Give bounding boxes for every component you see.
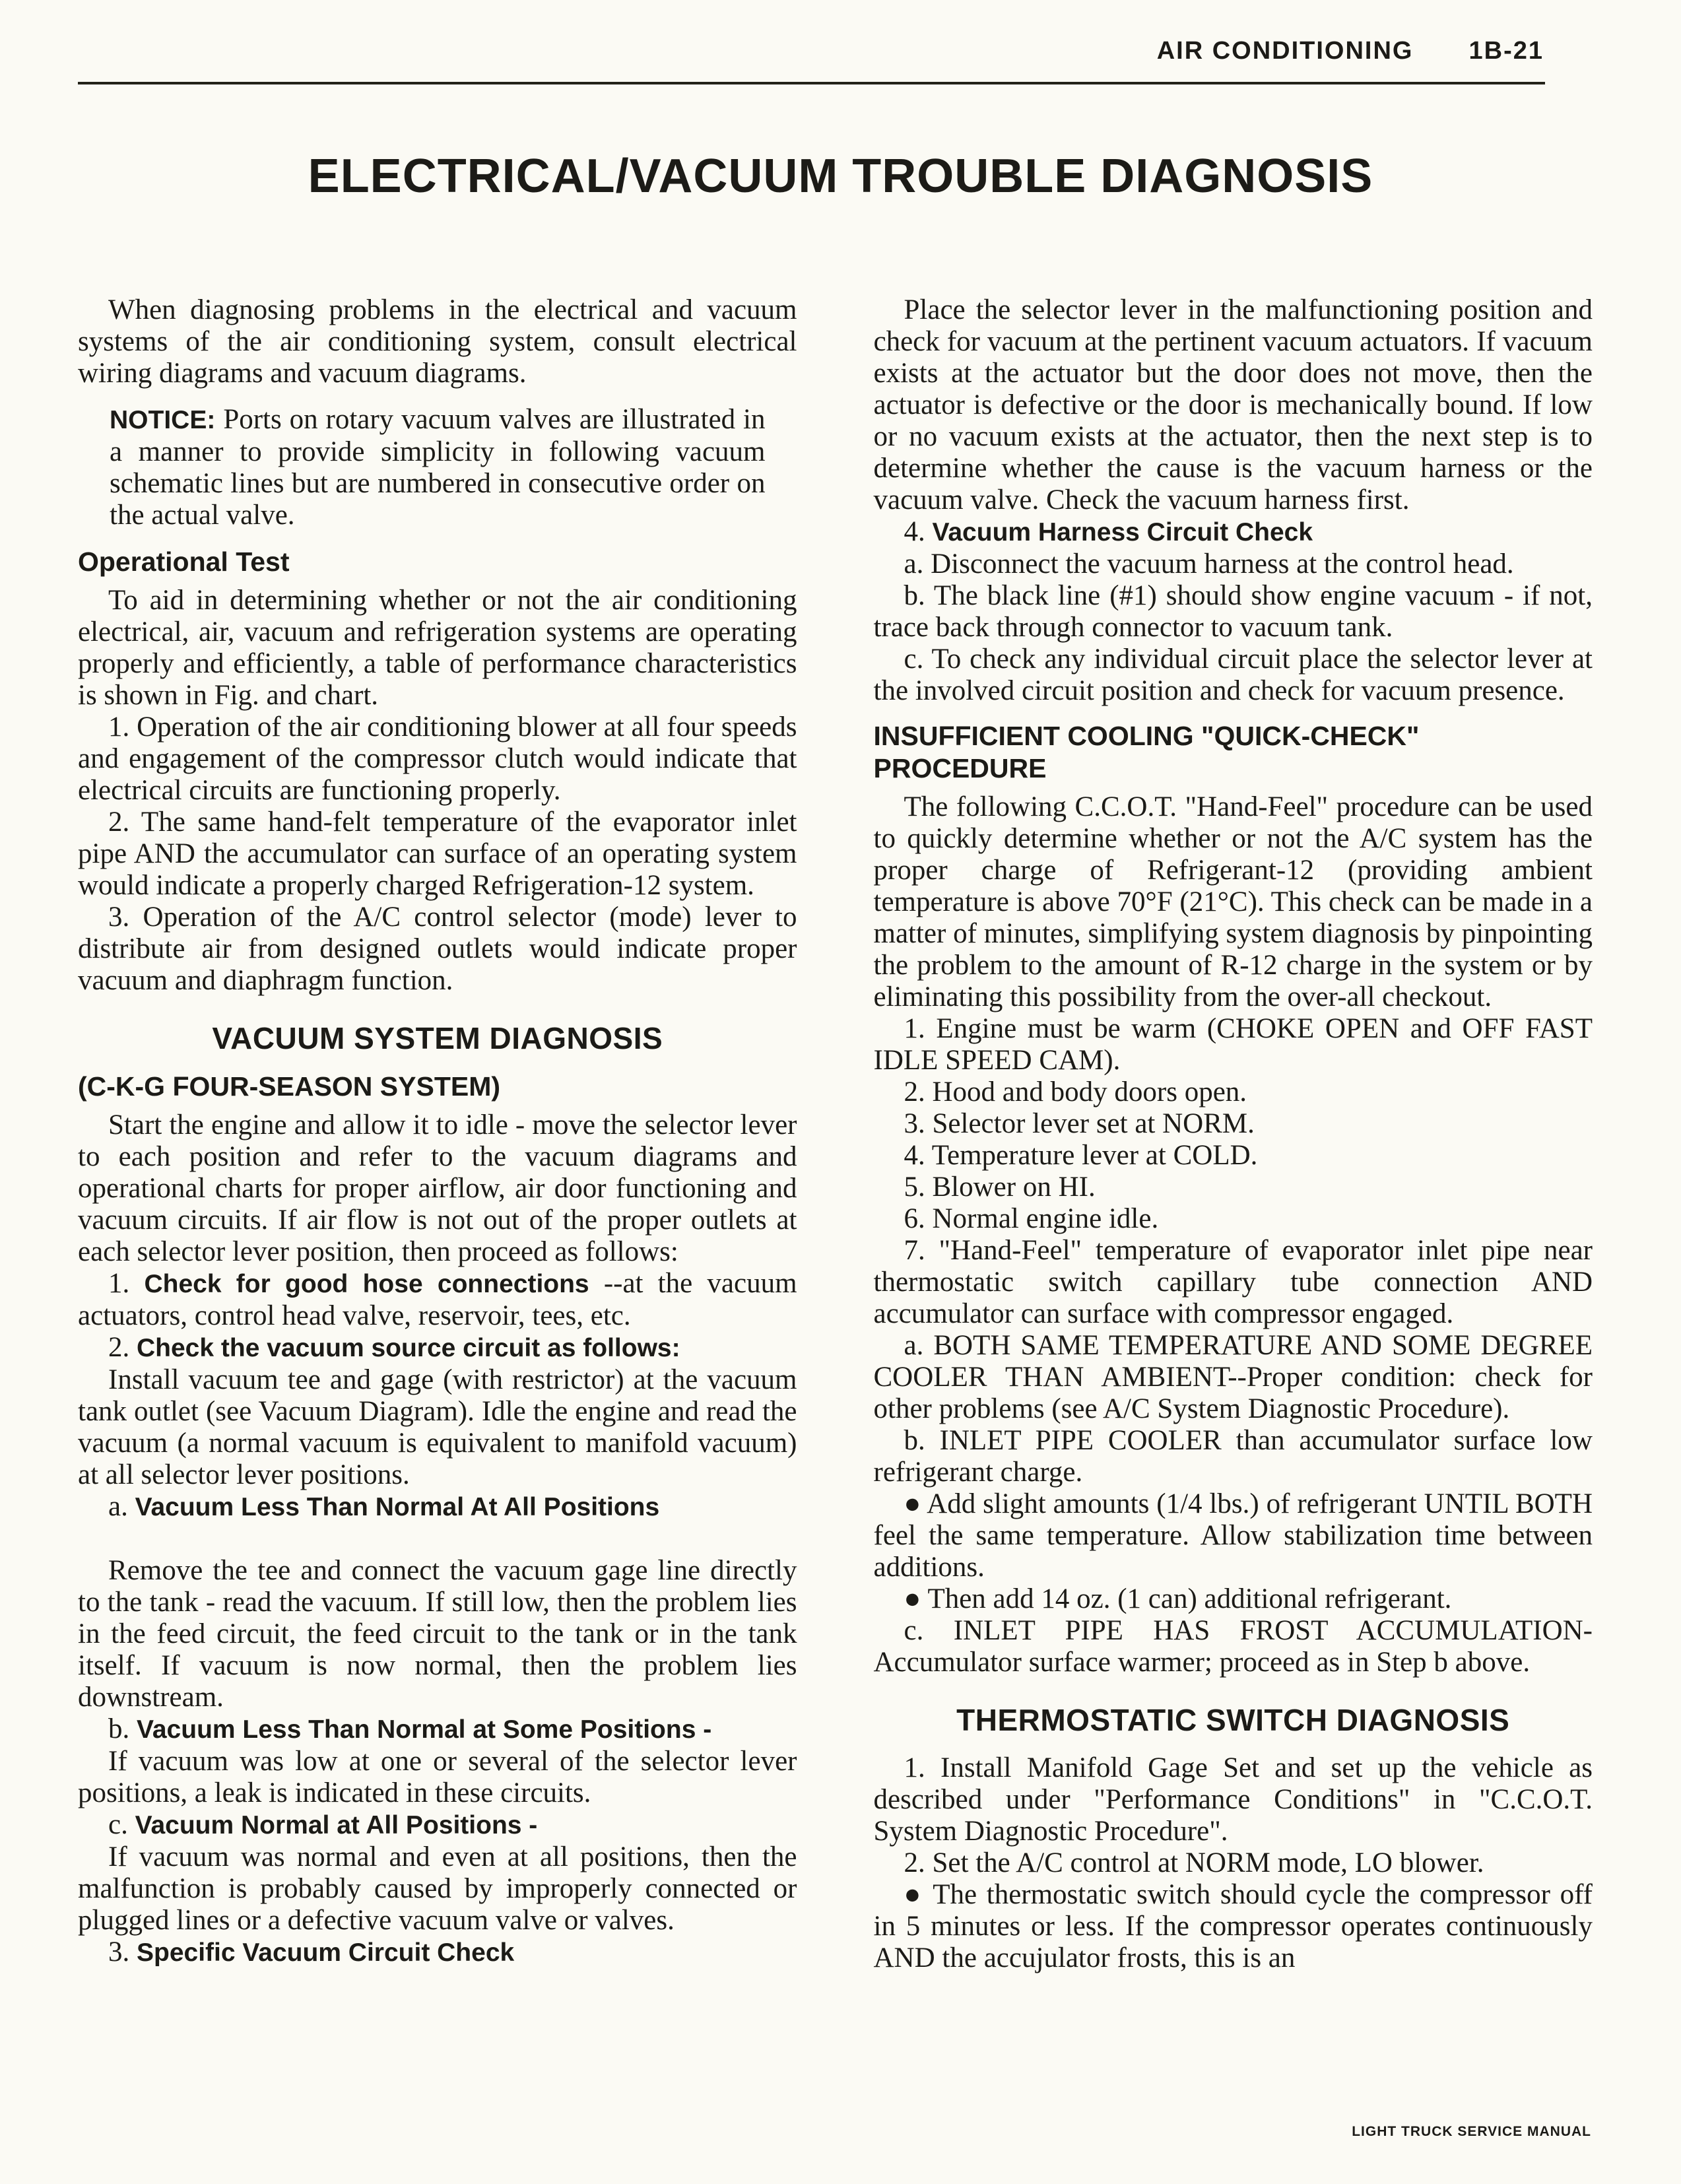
- paragraph: ● Then add 14 oz. (1 can) additional refrigerant.: [904, 1583, 1452, 1615]
- left-column: [78, 294, 797, 1974]
- paragraph: a. Disconnect the vacuum harness at the control head.: [904, 548, 1514, 579]
- paragraph: Start the engine and allow it to idle - move the selector lever to each position and refer to the vacuum diagrams and operational charts for proper airflow, air door functioning and vacuum circuits. If air flow is not out of the proper outlets at each selector lever position, then proceed as follows:: [78, 1109, 797, 1268]
- notice-paragraph: NOTICE: Ports on rotary vacuum valves are illustrated in a manner to provide simplicity in following vacuum schematic lines but are numbered in consecutive order on the actual valve.: [110, 404, 766, 531]
- paragraph: 2. Check the vacuum source circuit as follows:: [108, 1332, 680, 1364]
- paragraph: Install vacuum tee and gage (with restrictor) at the vacuum tank outlet (see Vacuum Diagram). Idle the engine and read the vacuum (a normal vacuum is equivalent to manifold vacuum) at all selector lever positions.: [78, 1364, 797, 1491]
- paragraph: If vacuum was normal and even at all positions, then the malfunction is probably caused by improperly connected or plugged lines or a defective vacuum valve or valves.: [78, 1841, 797, 1936]
- paragraph: Remove the tee and connect the vacuum gage line directly to the tank - read the vacuum. If still low, then the problem lies in the feed circuit, the feed circuit to the tank or in the tank itself. If vacuum is now normal, then the problem lies downstream.: [78, 1555, 797, 1713]
- inline-heading: Vacuum Normal at All Positions -: [135, 1811, 538, 1840]
- inline-heading: Specific Vacuum Circuit Check: [137, 1938, 515, 1968]
- paragraph: 3. Selector lever set at NORM.: [904, 1108, 1255, 1140]
- paragraph: 6. Normal engine idle.: [904, 1203, 1159, 1235]
- header-page-number: 1B-21: [1468, 37, 1544, 65]
- paragraph: 2. The same hand-felt temperature of the evaporator inlet pipe AND the accumulator can surface of an operating system would indicate a properly charged Refrigeration-12 system.: [78, 807, 797, 902]
- heading-insufficient-cooling: INSUFFICIENT COOLING "QUICK-CHECK" PROCEDURE: [873, 721, 1420, 784]
- paragraph: 1. Engine must be warm (CHOKE OPEN and OFF FAST IDLE SPEED CAM).: [873, 1013, 1593, 1076]
- heading-thermostatic-switch-diagnosis: THERMOSTATIC SWITCH DIAGNOSIS: [956, 1703, 1510, 1738]
- paragraph: ● Add slight amounts (1/4 lbs.) of refrigerant UNTIL BOTH feel the same temperature. Allow stabilization time between additions.: [873, 1488, 1593, 1583]
- paragraph: ● The thermostatic switch should cycle the compressor off in 5 minutes or less. If the compressor operates continuously AND the accujulator frosts, this is an: [873, 1879, 1593, 1974]
- paragraph: 1. Operation of the air conditioning blower at all four speeds and engagement of the compressor clutch would indicate that electrical circuits are functioning properly.: [78, 711, 797, 807]
- paragraph: a. Vacuum Less Than Normal At All Positions: [108, 1491, 660, 1523]
- paragraph: When diagnosing problems in the electrical and vacuum systems of the air conditioning system, consult electrical wiring diagrams and vacuum diagrams.: [78, 294, 797, 389]
- paragraph: 4. Vacuum Harness Circuit Check: [904, 516, 1313, 547]
- inline-heading: Vacuum Harness Circuit Check: [932, 518, 1313, 546]
- two-column-body: [78, 294, 1593, 1974]
- inline-heading: Check the vacuum source circuit as follows:: [137, 1334, 680, 1363]
- heading-vacuum-system-diagnosis: VACUUM SYSTEM DIAGNOSIS: [212, 1021, 663, 1056]
- paragraph: c. To check any individual circuit place the selector lever at the involved circuit position and check for vacuum presence.: [873, 644, 1593, 706]
- paragraph: To aid in determining whether or not the air conditioning electrical, air, vacuum and refrigeration systems are operating properly and efficiently, a table of performance characteristics is shown in Fig. and chart.: [78, 585, 797, 711]
- paragraph: The following C.C.O.T. "Hand-Feel" procedure can be used to quickly determine whether or not the A/C system has the proper charge of Refrigerant-12 (providing ambient temperature is above 70°F (21°C). This check can be made in a matter of minutes, simplifying system diagnosis by pinpointing the problem to the amount of R-12 charge in the system or by eliminating this possibility from the over-all checkout.: [873, 791, 1593, 1013]
- page-title: ELECTRICAL/VACUUM TROUBLE DIAGNOSIS: [308, 150, 1373, 203]
- inline-heading: Vacuum Less Than Normal At All Positions: [135, 1493, 660, 1522]
- heading-ckg-four-season-system: (C-K-G FOUR-SEASON SYSTEM): [78, 1071, 501, 1102]
- header-rule: [78, 82, 1545, 84]
- footer-label: LIGHT TRUCK SERVICE MANUAL: [1352, 2124, 1591, 2139]
- header-section-title: AIR CONDITIONING: [1156, 37, 1414, 65]
- paragraph: 3. Specific Vacuum Circuit Check: [108, 1936, 515, 1968]
- paragraph: If vacuum was low at one or several of the selector lever positions, a leak is indicated in these circuits.: [78, 1746, 797, 1809]
- inline-heading: Vacuum Less Than Normal at Some Positions -: [137, 1715, 712, 1744]
- paragraph: 1. Check for good hose connections --at the vacuum actuators, control head valve, reservoir, tees, etc.: [78, 1268, 797, 1332]
- inline-heading: Check for good hose connections: [144, 1270, 589, 1299]
- paragraph: c. INLET PIPE HAS FROST ACCUMULATION- Accumulator surface warmer; proceed as in Step b above.: [873, 1615, 1593, 1678]
- paragraph: 7. "Hand-Feel" temperature of evaporator inlet pipe near thermostatic switch capillary tube connection AND accumulator can surface with compressor engaged.: [873, 1235, 1593, 1330]
- paragraph: b. The black line (#1) should show engine vacuum - if not, trace back through connector to vacuum tank.: [873, 580, 1593, 643]
- paragraph: a. BOTH SAME TEMPERATURE AND SOME DEGREE COOLER THAN AMBIENT--Proper condition: check for other problems (see A/C System Diagnostic Procedure).: [873, 1330, 1593, 1425]
- paragraph: 2. Hood and body doors open.: [904, 1076, 1247, 1108]
- paragraph: c. Vacuum Normal at All Positions -: [108, 1809, 538, 1841]
- inline-heading: NOTICE:: [110, 406, 224, 434]
- heading-operational-test: Operational Test: [78, 546, 290, 577]
- paragraph: 2. Set the A/C control at NORM mode, LO blower.: [904, 1847, 1484, 1879]
- right-column: [874, 294, 1593, 1974]
- paragraph: b. INLET PIPE COOLER than accumulator surface low refrigerant charge.: [873, 1425, 1593, 1488]
- paragraph: 3. Operation of the A/C control selector (mode) lever to distribute air from designed outlets would indicate proper vacuum and diaphragm function.: [78, 902, 797, 997]
- paragraph: 5. Blower on HI.: [904, 1172, 1096, 1203]
- paragraph: 4. Temperature lever at COLD.: [904, 1140, 1258, 1172]
- paragraph: 1. Install Manifold Gage Set and set up the vehicle as described under "Performance Conditions" in "C.C.O.T. System Diagnostic Procedure".: [873, 1752, 1593, 1847]
- paragraph: b. Vacuum Less Than Normal at Some Positions -: [108, 1713, 712, 1745]
- paragraph: Place the selector lever in the malfunctioning position and check for vacuum at the pertinent vacuum actuators. If vacuum exists at the actuator but the door does not move, then the actuator is defective or the door is mechanically bound. If low or no vacuum exists at the actuator, then the next step is to determine whether the cause is the vacuum harness or the vacuum valve. Check the vacuum harness first.: [873, 294, 1593, 515]
- page-header: [1157, 37, 1544, 65]
